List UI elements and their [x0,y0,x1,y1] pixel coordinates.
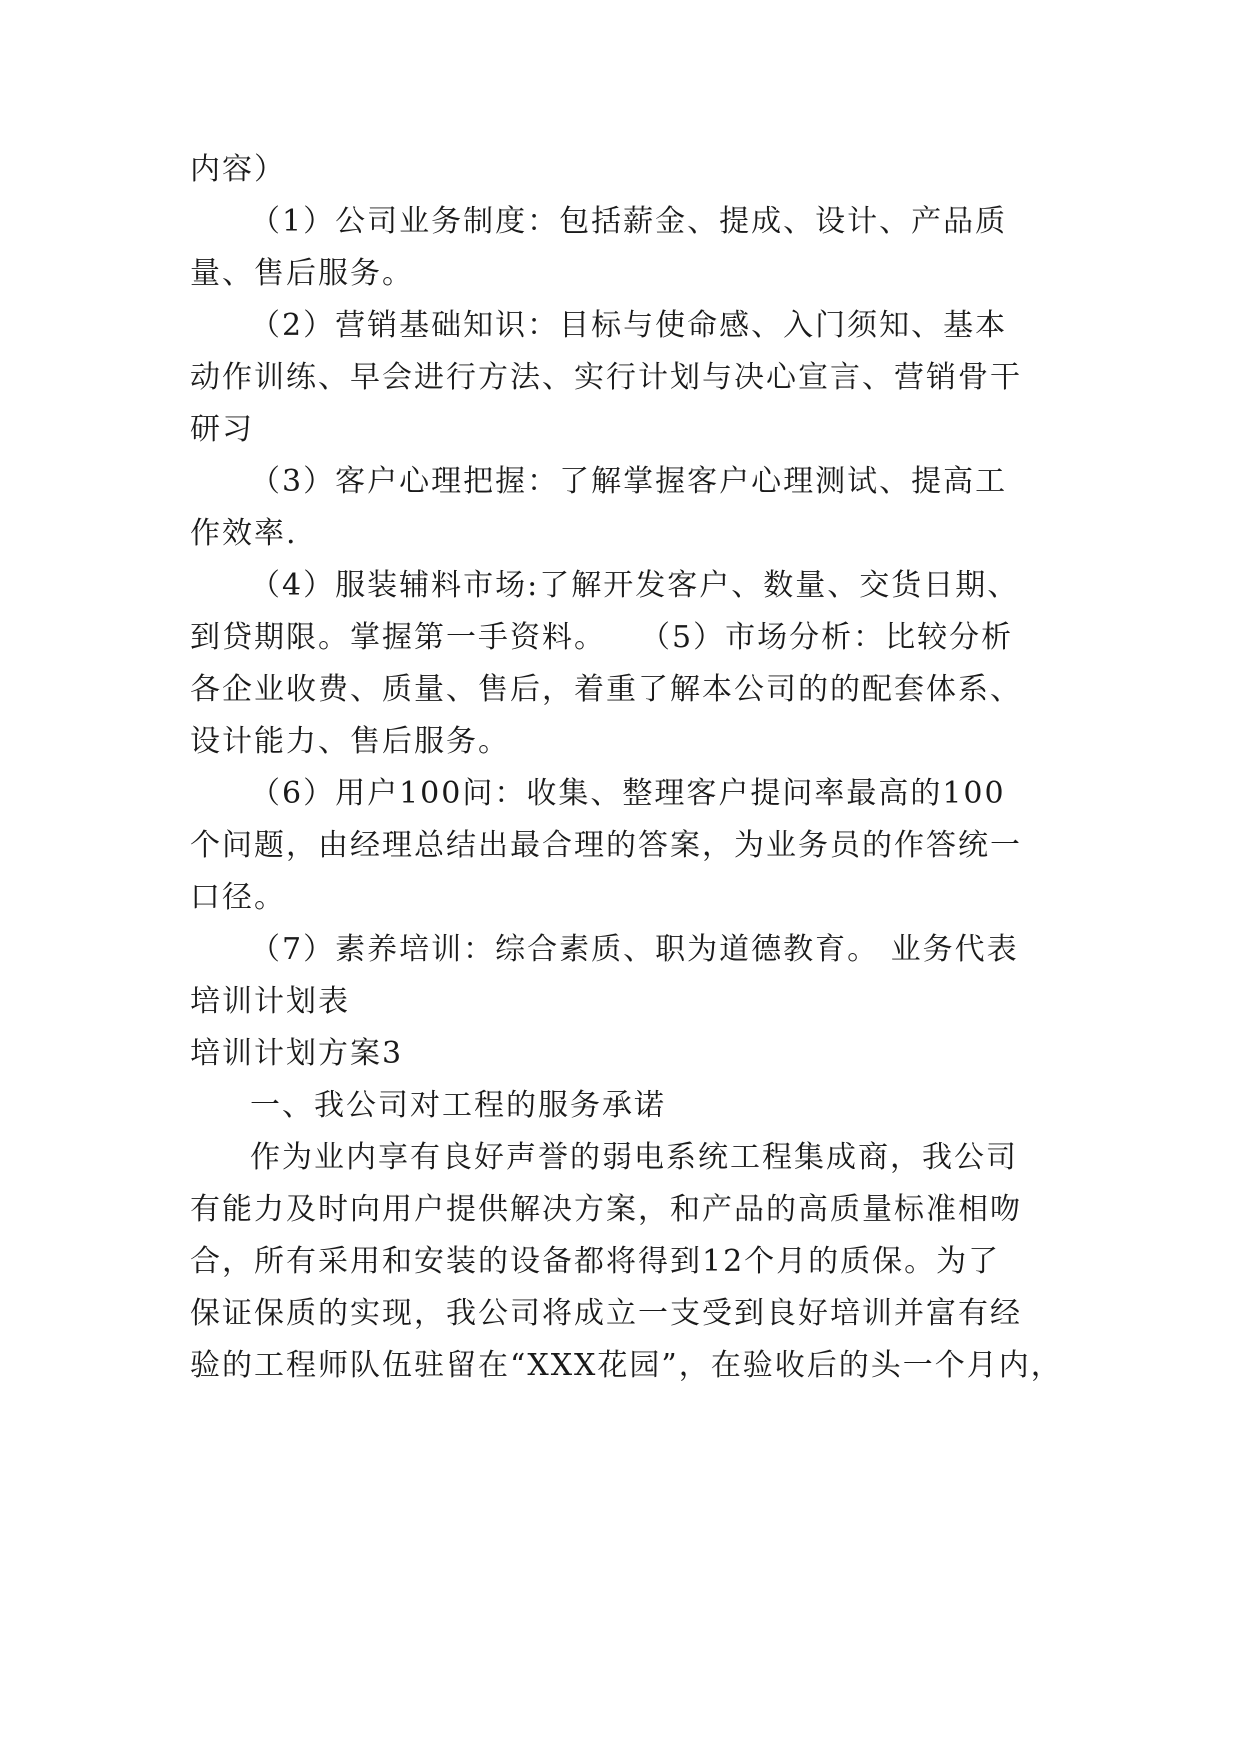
text-line: 作效率. [190,516,298,551]
text-line: 到贷期限。掌握第一手资料。 （5）市场分析：比较分析 [190,620,1014,655]
text-line: 作为业内享有良好声誉的弱电系统工程集成商，我公司 [250,1140,1018,1175]
text-line: 设计能力、售后服务。 [190,724,510,759]
text-line: 合，所有采用和安装的设备都将得到12个月的质保。为了 [190,1244,1001,1279]
text-line: （4）服装辅料市场:了解开发客户、数量、交货日期、 [250,568,1020,603]
text-line: 内容） [190,152,286,187]
text-line: （2）营销基础知识：目标与使命感、入门须知、基本 [250,308,1008,343]
text-line: （7）素养培训：综合素质、职为道德教育。 业务代表 [250,932,1019,967]
text-line: 口径。 [190,880,286,915]
text-line: 量、售后服务。 [190,256,414,291]
section-heading: 培训计划方案3 [190,1036,404,1071]
text-line: 培训计划表 [190,984,350,1019]
text-line: 各企业收费、质量、售后，着重了解本公司的的配套体系、 [190,672,1022,707]
text-line: （6）用户100问：收集、整理客户提问率最高的100 [250,776,1006,811]
text-line: 有能力及时向用户提供解决方案，和产品的高质量标准相吻 [190,1192,1022,1227]
subsection-heading: 一、我公司对工程的服务承诺 [250,1088,666,1123]
text-line: 研习 [190,412,254,447]
text-line: 个问题，由经理总结出最合理的答案，为业务员的作答统一 [190,828,1022,863]
text-line: （3）客户心理把握：了解掌握客户心理测试、提高工 [250,464,1008,499]
text-line: （1）公司业务制度：包括薪金、提成、设计、产品质 [250,204,1008,239]
text-line: 验的工程师队伍驻留在“XXX花园”，在验收后的头一个月内， [190,1348,1063,1383]
text-line: 动作训练、早会进行方法、实行计划与决心宣言、营销骨干 [190,360,1022,395]
text-line: 保证保质的实现，我公司将成立一支受到良好培训并富有经 [190,1296,1022,1331]
